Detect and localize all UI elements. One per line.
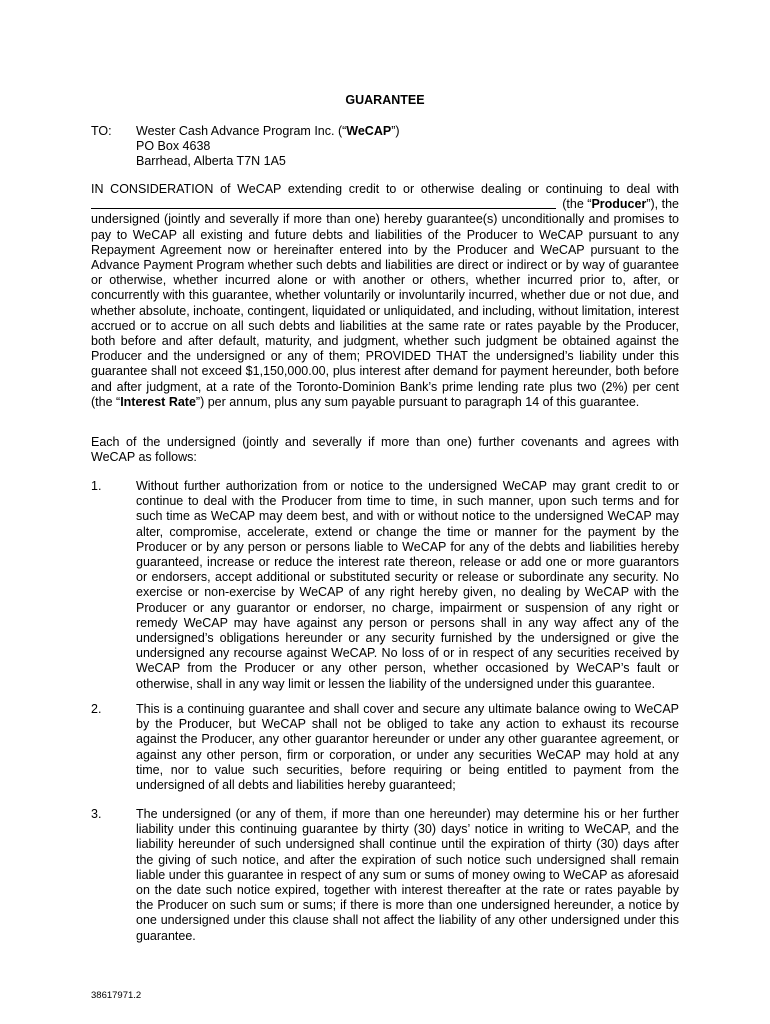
consideration-paragraph bbox=[91, 182, 679, 410]
address-line: Barrhead, Alberta T7N 1A5 bbox=[136, 154, 286, 169]
recipient-address bbox=[136, 124, 400, 170]
clause-number: 1. bbox=[91, 479, 102, 493]
clause-3 bbox=[91, 807, 679, 944]
covenants-intro: Each of the undersigned (jointly and severally if more than one) further covenants and agrees with WeCAP as follows: bbox=[91, 435, 679, 465]
clause-1 bbox=[91, 479, 679, 692]
clause-number: 2. bbox=[91, 702, 102, 716]
clause-text: This is a continuing guarantee and shall cover and secure any ultimate balance owing to WeCAP by the Producer, but WeCAP shall not be obliged to take any action to exhaust its recourse against the Producer, any other guarantor hereunder or under any other guarantee agreement, or against any other person, firm or corporation, or under any securities WeCAP may hold at any time, nor to value such securities, before requiring or being entitled to payment from the undersigned of all debts and liabilities hereby guaranteed; bbox=[136, 702, 679, 793]
address-line: PO Box 4638 bbox=[136, 139, 211, 154]
producer-definition: (the “Producer”), the bbox=[562, 197, 679, 212]
recipient-label: TO: bbox=[91, 124, 112, 138]
producer-name-blank bbox=[91, 208, 556, 209]
clause-number: 3. bbox=[91, 807, 102, 821]
consideration-first-line: IN CONSIDERATION of WeCAP extending credit to or otherwise dealing or continuing to deal with bbox=[91, 182, 679, 196]
clause-text: The undersigned (or any of them, if more than one hereunder) may determine his or her further liability under this continuing guarantee by thirty (30) days’ notice in writing to WeCAP, and the liability hereunder of such undersigned shall continue until the expiration of thirty (30) days after the giving of such notice, and after the expiration of such notice such undersigned shall remain liable under this guarantee in respect of any sum or sums of money owing to WeCAP as aforesaid on the date such notice expired, together with interest thereafter at the rate or rates payable by the Producer on such sum or sums; if there is more than one undersigned hereunder, a notice by one undersigned under this clause shall not affect the liability of any other undersigned under this guarantee. bbox=[136, 807, 679, 943]
consideration-body: undersigned (jointly and severally if more than one) hereby guarantee(s) unconditionally and promises to pay to WeCAP all existing and future debts and liabilities of the Producer to WeCAP pursuant to any Repayment Agreement now or hereinafter entered into by the Producer and WeCAP pursuant to the Advance Payment Program whether such debts and liabilities are direct or indirect or by way of guarantee or otherwise, whether incurred alone or with another or others, whether incurred prior to, after, or concurrently with this guarantee, whether voluntarily or involuntarily incurred, whether due or not due, and whether absolute, inchoate, contingent, liquidated or unliquidated, and including, without limitation, interest accrued or to accrue on all such debts and liabilities at the same rate or rates payable by the Producer, both before and after default, maturity, and judgment, whether such judgment be obtained against the Producer and the undersigned or any of them; PROVIDED THAT the undersigned’s liability under this guarantee shall not exceed $1,150,000.00, plus interest after demand for payment hereunder, both before and after judgment, at a rate of the Toronto-Dominion Bank’s prime lending rate plus two (2%) per cent (the “Interest Rate”) per annum, plus any sum payable pursuant to paragraph 14 of this guarantee. bbox=[91, 212, 679, 409]
clause-2 bbox=[91, 702, 679, 793]
document-reference-number: 38617971.2 bbox=[91, 990, 142, 1001]
document-title: GUARANTEE bbox=[345, 93, 425, 107]
address-line: Wester Cash Advance Program Inc. (“WeCAP”) bbox=[136, 124, 400, 138]
producer-blank-line bbox=[91, 197, 679, 212]
clause-text: Without further authorization from or notice to the undersigned WeCAP may grant credit to or continue to deal with the Producer from time to time, in such manner, upon such terms and for such time as WeCAP may deem best, and with or without notice to the undersigned WeCAP may alter, compromise, accelerate, extend or change the time or manner for the payment by the Producer or by any person or persons liable to WeCAP for any of the debts and liabilities hereby guaranteed, increase or reduce the interest rate thereon, release or add one or more guarantors or endorsers, accept additional or substituted security or release or subordinate any security. No exercise or non-exercise by WeCAP of any right hereby given, no dealing by WeCAP with the Producer or any guarantor or endorser, no charge, impairment or suspension of any right or remedy WeCAP may have against any person or persons shall in any way affect any of the undersigned’s obligations hereunder or any security furnished by the undersigned or give the undersigned any recourse against WeCAP. No loss of or in respect of any securities received by WeCAP from the Producer or any other person, whether occasioned by WeCAP’s fault or otherwise, shall in any way limit or lessen the liability of the undersigned under this guarantee. bbox=[136, 479, 679, 691]
